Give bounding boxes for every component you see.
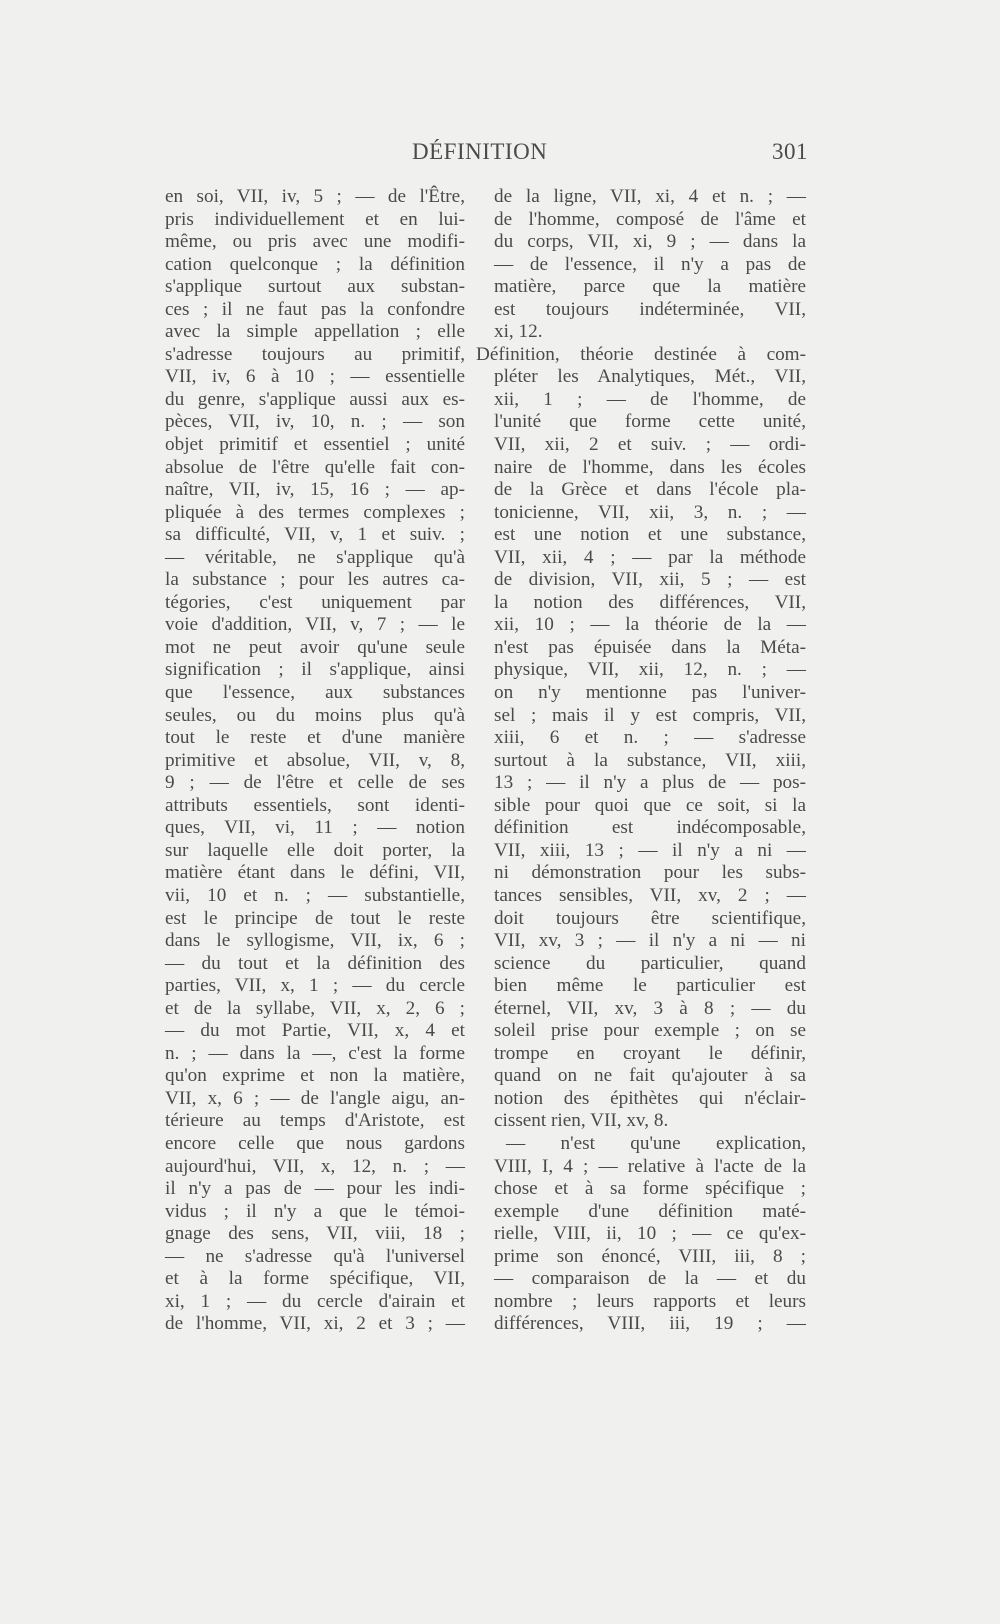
text-line: avec la simple appellation ; elle	[165, 321, 465, 343]
text-line: VIII, I, 4 ; — relative à l'acte de la	[494, 1155, 806, 1177]
text-line: cissent rien, VII, xv, 8.	[494, 1110, 669, 1132]
text-line: doit toujours être scientifique,	[494, 907, 806, 929]
text-line: la substance ; pour les autres ca-	[165, 569, 465, 591]
text-line: VII, x, 6 ; — de l'angle aigu, an-	[165, 1087, 465, 1109]
text-line: tégories, c'est uniquement par	[165, 591, 465, 613]
running-header	[160, 139, 808, 169]
text-line: VII, xv, 3 ; — il n'y a ni — ni	[494, 930, 806, 952]
text-line: signification ; il s'applique, ainsi	[165, 659, 465, 681]
text-line: exemple d'une définition maté-	[494, 1200, 806, 1222]
text-line: ques, VII, vi, 11 ; — notion	[165, 817, 465, 839]
text-line: qu'on exprime et non la matière,	[165, 1065, 465, 1087]
text-line: 9 ; — de l'être et celle de ses	[165, 772, 465, 794]
text-line: aujourd'hui, VII, x, 12, n. ; —	[165, 1155, 465, 1177]
text-line: 13 ; — il n'y a plus de — pos-	[494, 772, 806, 794]
text-line: et à la forme spécifique, VII,	[165, 1268, 465, 1290]
text-line: voie d'addition, VII, v, 7 ; — le	[165, 614, 465, 636]
text-line: encore celle que nous gardons	[165, 1132, 465, 1154]
text-line: dans le syllogisme, VII, ix, 6 ;	[165, 930, 465, 952]
text-line: sa difficulté, VII, v, 1 et suiv. ;	[165, 524, 465, 546]
text-line: VII, xiii, 13 ; — il n'y a ni —	[494, 839, 806, 861]
text-line: science du particulier, quand	[494, 952, 806, 974]
text-line: matière, parce que la matière	[494, 276, 806, 298]
text-line: xii, 10 ; — la théorie de la —	[494, 614, 806, 636]
text-line: vii, 10 et n. ; — substantielle,	[165, 884, 465, 906]
text-line: que l'essence, aux substances	[165, 682, 465, 704]
text-line: bien même le particulier est	[494, 975, 806, 997]
text-line: primitive et absolue, VII, v, 8,	[165, 749, 465, 771]
text-line: rielle, VIII, ii, 10 ; — ce qu'ex-	[494, 1223, 806, 1245]
text-line: tances sensibles, VII, xv, 2 ; —	[494, 884, 806, 906]
text-line: pléter les Analytiques, Mét., VII,	[494, 366, 806, 388]
text-line: notion des épithètes qui n'éclair-	[494, 1087, 806, 1109]
right-column	[476, 186, 806, 1336]
text-line: surtout à la substance, VII, xiii,	[494, 749, 806, 771]
text-line: xiii, 6 et n. ; — s'adresse	[494, 727, 806, 749]
text-line: de la ligne, VII, xi, 4 et n. ; —	[494, 186, 806, 207]
text-line: trompe en croyant le définir,	[494, 1042, 806, 1064]
text-line: — du tout et la définition des	[165, 952, 465, 974]
text-line: prime son énoncé, VIII, iii, 8 ;	[494, 1245, 806, 1267]
text-line: — comparaison de la — et du	[494, 1268, 806, 1290]
text-line: — du mot Partie, VII, x, 4 et	[165, 1020, 465, 1042]
text-line: Définition, théorie destinée à com-	[476, 343, 806, 365]
text-line: — ne s'adresse qu'à l'universel	[165, 1245, 465, 1267]
text-line: seules, ou du moins plus qu'à	[165, 704, 465, 726]
text-line: térieure au temps d'Aristote, est	[165, 1110, 465, 1132]
text-line: VII, xii, 2 et suiv. ; — ordi-	[494, 434, 806, 456]
text-line: l'unité que forme cette unité,	[494, 411, 806, 433]
text-line: tonicienne, VII, xii, 3, n. ; —	[494, 501, 806, 523]
text-line: xi, 1 ; — du cercle d'airain et	[165, 1290, 465, 1312]
text-line: s'applique surtout aux substan-	[165, 276, 465, 298]
text-line: différences, VIII, iii, 19 ; —	[494, 1313, 806, 1335]
text-line: de l'homme, VII, xi, 2 et 3 ; —	[165, 1313, 465, 1335]
text-line: — de l'essence, il n'y a pas de	[494, 253, 806, 275]
left-column	[165, 186, 465, 1336]
text-line: n. ; — dans la —, c'est la forme	[165, 1042, 465, 1064]
text-line: nombre ; leurs rapports et leurs	[494, 1290, 806, 1312]
text-line: matière étant dans le défini, VII,	[165, 862, 465, 884]
text-line: xii, 1 ; — de l'homme, de	[494, 388, 806, 410]
text-line: parties, VII, x, 1 ; — du cercle	[165, 975, 465, 997]
text-line: physique, VII, xii, 12, n. ; —	[494, 659, 806, 681]
text-line: absolue de l'être qu'elle fait con-	[165, 456, 465, 478]
text-line: s'adresse toujours au primitif,	[165, 343, 465, 365]
text-line: en soi, VII, iv, 5 ; — de l'Être,	[165, 186, 465, 207]
text-line: du corps, VII, xi, 9 ; — dans la	[494, 231, 806, 253]
text-line: xi, 12.	[494, 321, 543, 343]
text-line: naître, VII, iv, 15, 16 ; — ap-	[165, 479, 465, 501]
text-line: pèces, VII, iv, 10, n. ; — son	[165, 411, 465, 433]
text-line: du genre, s'applique aussi aux es-	[165, 388, 465, 410]
page-number: 301	[772, 139, 808, 164]
text-line: soleil prise pour exemple ; on se	[494, 1020, 806, 1042]
text-line: même, ou pris avec une modifi-	[165, 231, 465, 253]
text-line: ces ; il ne faut pas la confondre	[165, 298, 465, 320]
text-line: mot ne peut avoir qu'une seule	[165, 636, 465, 658]
text-line: définition est indécomposable,	[494, 817, 806, 839]
text-line: n'est pas épuisée dans la Méta-	[494, 636, 806, 658]
text-line: quand on ne fait qu'ajouter à sa	[494, 1065, 806, 1087]
text-line: on n'y mentionne pas l'univer-	[494, 682, 806, 704]
text-line: est le principe de tout le reste	[165, 907, 465, 929]
text-line: sur laquelle elle doit porter, la	[165, 839, 465, 861]
text-line: gnage des sens, VII, viii, 18 ;	[165, 1223, 465, 1245]
text-line: pliquée à des termes complexes ;	[165, 501, 465, 523]
text-line: tout le reste et d'une manière	[165, 727, 465, 749]
text-line: vidus ; il n'y a que le témoi-	[165, 1200, 465, 1222]
text-line: ni démonstration pour les subs-	[494, 862, 806, 884]
text-line: — véritable, ne s'applique qu'à	[165, 546, 465, 568]
text-line: — n'est qu'une explication,	[506, 1132, 806, 1154]
text-line: est toujours indéterminée, VII,	[494, 298, 806, 320]
text-line: éternel, VII, xv, 3 à 8 ; — du	[494, 997, 806, 1019]
text-line: est une notion et une substance,	[494, 524, 806, 546]
text-line: sel ; mais il y est compris, VII,	[494, 704, 806, 726]
text-line: cation quelconque ; la définition	[165, 253, 465, 275]
text-line: attributs essentiels, sont identi-	[165, 794, 465, 816]
text-line: de division, VII, xii, 5 ; — est	[494, 569, 806, 591]
text-line: sible pour quoi que ce soit, si la	[494, 794, 806, 816]
page-title: DÉFINITION	[412, 139, 548, 164]
text-line: chose et à sa forme spécifique ;	[494, 1178, 806, 1200]
text-line: objet primitif et essentiel ; unité	[165, 434, 465, 456]
text-line: naire de l'homme, dans les écoles	[494, 456, 806, 478]
text-line: il n'y a pas de — pour les indi-	[165, 1178, 465, 1200]
text-line: la notion des différences, VII,	[494, 591, 806, 613]
text-line: VII, iv, 6 à 10 ; — essentielle	[165, 366, 465, 388]
text-line: VII, xii, 4 ; — par la méthode	[494, 546, 806, 568]
text-line: pris individuellement et en lui-	[165, 208, 465, 230]
text-line: de l'homme, composé de l'âme et	[494, 208, 806, 230]
text-line: de la Grèce et dans l'école pla-	[494, 479, 806, 501]
text-line: et de la syllabe, VII, x, 2, 6 ;	[165, 997, 465, 1019]
